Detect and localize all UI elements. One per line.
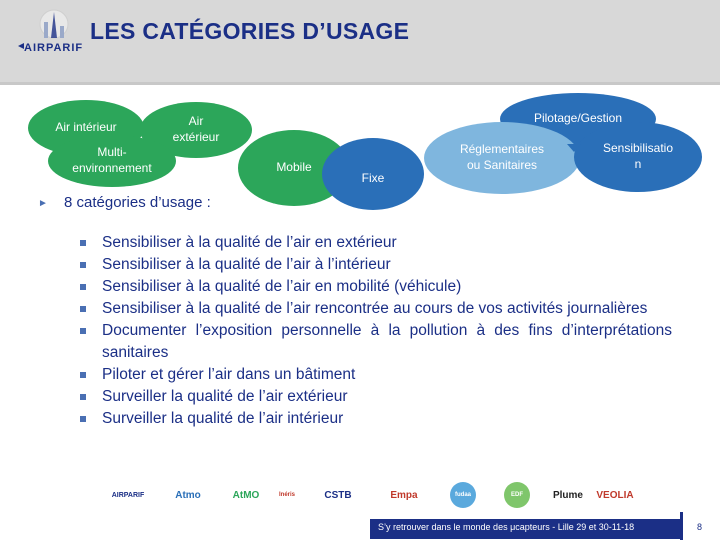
square-bullet-icon: [80, 372, 86, 378]
bubble-multi-label: Multi-environnement: [72, 145, 152, 175]
header-divider: [0, 82, 720, 85]
partner-logo-atmo-2: AtMO: [232, 489, 260, 501]
bubble-mobile-label: Mobile: [276, 160, 312, 175]
list-item: Sensibiliser à la qualité de l’air en mobilité (véhicule): [80, 276, 672, 298]
bubble-air-exterieur-label: Air extérieur: [172, 114, 220, 144]
partner-logo-edf: EDF: [504, 482, 530, 508]
list-item: Surveiller la qualité de l’air intérieur: [80, 408, 672, 430]
list-item: Documenter l’exposition personnelle à la pollution à des fins d’interprétations sanitaires: [80, 320, 672, 364]
square-bullet-icon: [80, 240, 86, 246]
square-bullet-icon: [80, 262, 86, 268]
logo-text: AIRPARIF: [24, 42, 84, 54]
square-bullet-icon: [80, 284, 86, 290]
partner-logo-ineris: Inéris: [278, 492, 295, 498]
partner-logos: [100, 478, 680, 514]
partner-logo-plume: Plume: [552, 489, 583, 501]
bubble-fixe-label: Fixe: [361, 171, 385, 186]
usage-list: [80, 232, 672, 430]
list-item: Sensibiliser à la qualité de l’air en extérieur: [80, 232, 672, 254]
bubble-pilotage-label: Pilotage/Gestion: [533, 111, 623, 126]
page-number: 8: [697, 522, 703, 532]
footer-divider: [680, 512, 683, 540]
square-bullet-icon: [80, 394, 86, 400]
partner-logo-atmo: Atmo: [175, 489, 201, 501]
bubble-fixe: [322, 138, 424, 210]
partner-logo-airparif: AIRPARIF: [111, 491, 145, 499]
intro-text: 8 catégories d’usage :: [64, 194, 211, 211]
footer-text: S’y retrouver dans le monde des μcapteurs - Lille 29 et 30-11-18: [378, 522, 635, 532]
bubble-multi-environnement: [48, 135, 176, 187]
list-item: Piloter et gérer l’air dans un bâtiment: [80, 364, 672, 386]
list-item: Sensibiliser à la qualité de l’air à l’intérieur: [80, 254, 672, 276]
partner-logo-fudaa: fudaa: [450, 482, 476, 508]
airparif-logo: [14, 8, 84, 54]
partner-logo-empa: Empa: [390, 489, 418, 501]
bubble-reglementaires-label: Réglementaires ou Sanitaires: [459, 142, 545, 172]
triangle-arrow-icon: [567, 144, 581, 152]
bubble-sensibilisation: [574, 122, 702, 192]
square-bullet-icon: [80, 416, 86, 422]
square-bullet-icon: [80, 328, 86, 334]
bubble-air-interieur-label: Air intérieur: [55, 120, 117, 135]
arrow-bullet-icon: ►: [38, 198, 48, 209]
list-item: Sensibiliser à la qualité de l’air rencontrée au cours de vos activités journalières: [80, 298, 672, 320]
list-item: Surveiller la qualité de l’air extérieur: [80, 386, 672, 408]
page-title: LES CATÉGORIES D’USAGE: [90, 18, 410, 44]
partner-logo-veolia: VEOLIA: [596, 489, 634, 501]
bubble-reglementaires: [424, 122, 580, 194]
square-bullet-icon: [80, 306, 86, 312]
bubble-sensibilisation-label: Sensibilisation: [602, 141, 674, 171]
partner-logo-cstb: CSTB: [324, 489, 352, 501]
